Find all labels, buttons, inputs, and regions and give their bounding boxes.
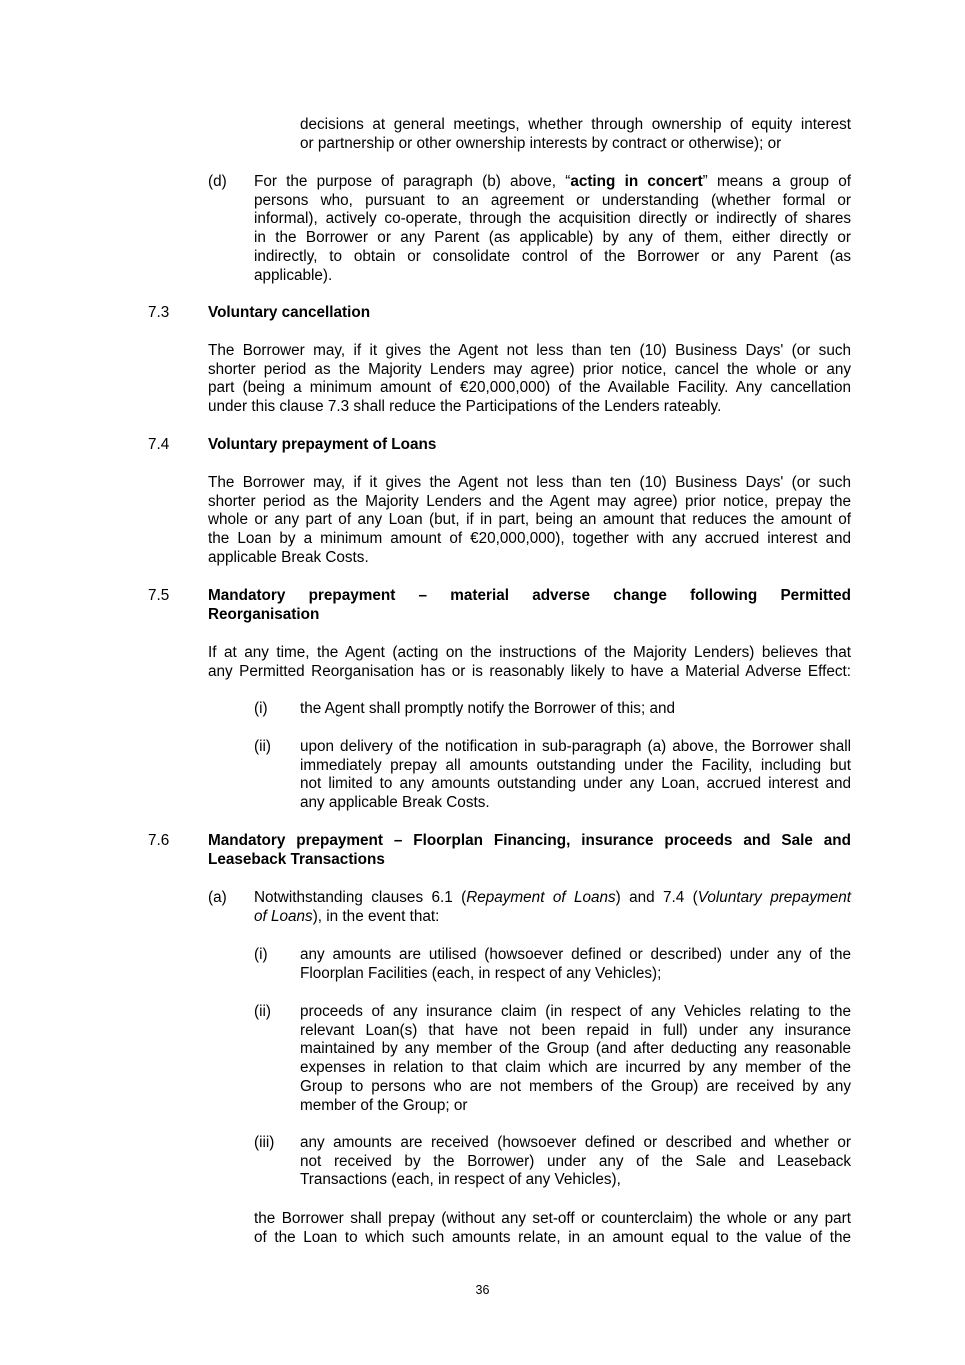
- text-line: indirectly, to obtain or consolidate control of the Borrower or any Parent (as: [254, 247, 851, 265]
- text-line: any applicable Break Costs.: [300, 794, 490, 812]
- section-heading: Voluntary prepayment of Loans: [208, 436, 437, 453]
- text-line: If at any time, the Agent (acting on the instructions of the Majority Lenders) believes that: [208, 644, 851, 661]
- text-line: any amounts are utilised (howsoever defined or described) under any of the: [300, 946, 851, 963]
- heading-line: Reorganisation: [208, 605, 320, 623]
- section-number: 7.4: [148, 436, 170, 453]
- text-line: applicable).: [254, 266, 333, 284]
- heading-line: Mandatory prepayment – material adverse change following Permitted: [208, 587, 851, 604]
- page-number: 36: [475, 1283, 490, 1297]
- text-line: any Permitted Reorganisation has or is reasonably likely to have a Material Adverse Effect:: [208, 662, 851, 680]
- item-label: (ii): [254, 738, 271, 755]
- item-label: (i): [254, 700, 268, 717]
- text-line: relevant Loan(s) that have not been repaid in full) under any insurance: [300, 1021, 851, 1039]
- text-line: The Borrower may, if it gives the Agent not less than ten (10) Business Days' (or such: [208, 474, 851, 491]
- text-line: whole or any part of any Loan (but, if in part, being an amount that reduces the amount of: [208, 511, 851, 529]
- text-line: [254, 173, 851, 192]
- section-number: 7.6: [148, 832, 170, 849]
- item-text: [300, 946, 851, 983]
- para-d-text: [254, 173, 851, 285]
- text-line: immediately prepay all amounts outstanding under the Facility, including but: [300, 756, 851, 774]
- text-line: Group to persons who are not members of the Group) are received by any: [300, 1077, 851, 1095]
- text-line: maintained by any member of the Group (and after deducting any reasonable: [300, 1040, 851, 1058]
- heading-line: Mandatory prepayment – Floorplan Financing, insurance proceeds and Sale and: [208, 832, 851, 849]
- text-fragment: Notwithstanding clauses 6.1 (: [254, 889, 467, 906]
- text-line: The Borrower may, if it gives the Agent not less than ten (10) Business Days' (or such: [208, 342, 851, 359]
- text-line: or partnership or other ownership interests by contract or otherwise); or: [300, 134, 782, 152]
- section-heading: [208, 832, 851, 869]
- text-line: part (being a minimum amount of €20,000,000) of the Available Facility. Any cancellation: [208, 379, 851, 397]
- clause-reference: of Loans: [254, 907, 313, 925]
- text-line: under this clause 7.3 shall reduce the Participations of the Lenders rateably.: [208, 398, 722, 416]
- text-line: the Agent shall promptly notify the Borrower of this; and: [300, 700, 675, 717]
- text-line: in the Borrower or any Parent (as applicable) by any of them, either directly or: [254, 229, 851, 247]
- item-text: [300, 738, 851, 813]
- text-fragment: ” means a group of: [702, 173, 851, 190]
- item-text: [300, 1134, 851, 1190]
- text-line: not received by the Borrower) under any of the Sale and Leaseback: [300, 1152, 851, 1170]
- text-line: expenses in relation to that claim which are incurred by any member of the: [300, 1059, 851, 1077]
- text-line: the Loan by a minimum amount of €20,000,000), together with any accrued interest and: [208, 530, 851, 548]
- text-line: proceeds of any insurance claim (in respect of any Vehicles relating to the: [300, 1003, 851, 1020]
- item-text: [300, 1003, 851, 1115]
- text-line: the Borrower shall prepay (without any set-off or counterclaim) the whole or any part: [254, 1210, 851, 1227]
- section-number: 7.5: [148, 587, 170, 604]
- text-line: decisions at general meetings, whether through ownership of equity interest: [300, 116, 851, 133]
- text-fragment: ) and 7.4 (: [615, 889, 698, 906]
- clause-reference: Repayment of Loans: [466, 889, 616, 906]
- text-line: [254, 889, 851, 908]
- text-line: [254, 908, 851, 927]
- section-7-3-body: [208, 342, 851, 417]
- section-7-4-body: [208, 474, 851, 568]
- closing-text: [254, 1210, 851, 1247]
- text-line: of the Loan to which such amounts relate, in an amount equal to the value of the: [254, 1228, 851, 1246]
- text-line: Transactions (each, in respect of any Vehicles),: [300, 1171, 621, 1189]
- item-text: [254, 889, 851, 926]
- text-line: member of the Group; or: [300, 1096, 468, 1114]
- item-label: (i): [254, 946, 268, 963]
- text-line: shorter period as the Majority Lenders and the Agent may agree) prior notice, prepay the: [208, 492, 851, 510]
- text-line: shorter period as the Majority Lenders may agree) prior notice, cancel the whole or any: [208, 360, 851, 378]
- clause-reference: Voluntary prepayment: [697, 889, 851, 906]
- text-line: informal), actively co-operate, through the acquisition directly or indirectly of shares: [254, 210, 851, 228]
- text-line: any amounts are received (howsoever defined or described and whether or: [300, 1134, 851, 1151]
- item-label: (ii): [254, 1003, 271, 1020]
- text-line: Floorplan Facilities (each, in respect of any Vehicles);: [300, 964, 662, 982]
- text-fragment: For the purpose of paragraph (b) above, “: [254, 173, 571, 190]
- para-d-label: (d): [208, 173, 227, 190]
- continuation-text: [300, 116, 851, 153]
- section-7-5-intro: [208, 644, 851, 681]
- section-number: 7.3: [148, 304, 170, 321]
- item-label: (iii): [254, 1134, 275, 1151]
- heading-line: Leaseback Transactions: [208, 850, 385, 868]
- section-heading: [208, 587, 851, 624]
- text-line: upon delivery of the notification in sub-paragraph (a) above, the Borrower shall: [300, 738, 851, 755]
- defined-term: acting in concert: [570, 173, 703, 190]
- text-line: not limited to any amounts outstanding under any Loan, accrued interest and: [300, 775, 851, 793]
- item-text: [300, 700, 851, 719]
- text-line: applicable Break Costs.: [208, 548, 369, 566]
- text-fragment: ), in the event that:: [312, 907, 440, 925]
- text-line: persons who, pursuant to an agreement or understanding (whether formal or: [254, 191, 851, 209]
- section-heading: Voluntary cancellation: [208, 304, 371, 321]
- item-label: (a): [208, 889, 227, 906]
